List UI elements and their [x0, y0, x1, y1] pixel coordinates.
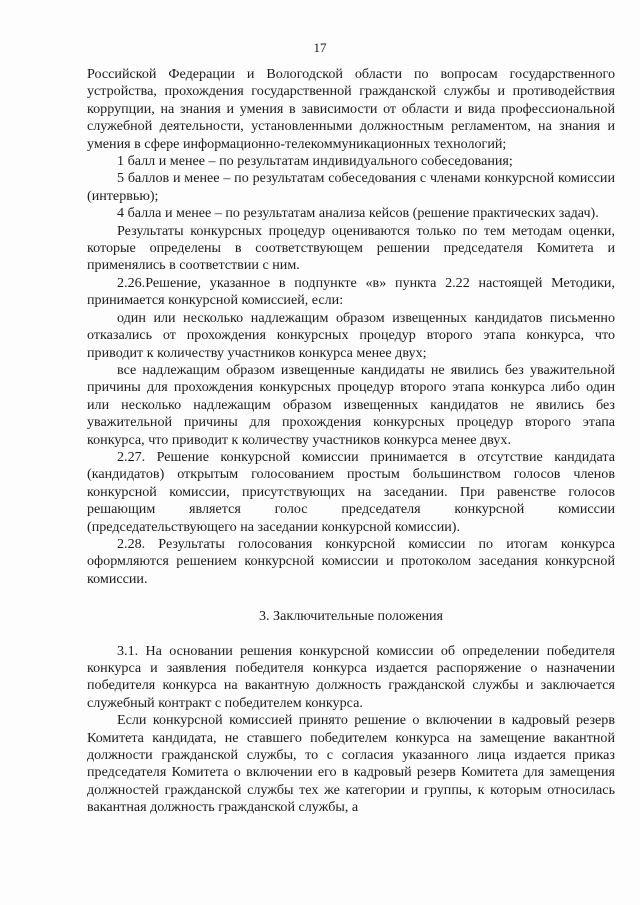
body-text — [87, 66, 615, 817]
paragraph: 3.1. На основании решения конкурсной комиссии об определении победителя конкурса и заявления победителя конкурса издается распоряжение о назначении победителя конкурса на вакантную должность гражданской службы и заключается служебный контракт с победителем конкурса. — [87, 642, 615, 711]
paragraph: Результаты конкурсных процедур оцениваются только по тем методам оценки, которые определены в соответствующем решении председателя Комитета и применялись в соответствии с ним. — [87, 222, 615, 274]
paragraph: 5 баллов и менее – по результатам собеседования с членами конкурсной комиссии (интервью); — [87, 170, 615, 204]
paragraph: 2.26.Решение, указанное в подпункте «в» пункта 2.22 настоящей Методики, принимается конкурсной комиссией, если: — [87, 274, 615, 309]
paragraph: 4 балла и менее – по результатам анализа кейсов (решение практических задач). — [117, 205, 599, 222]
section-heading: 3. Заключительные положения — [258, 608, 444, 625]
paragraph: все надлежащим образом извещенные кандидаты не явились без уважительной причины для прохождения конкурсных процедур второго этапа конкурса либо один или несколько надлежащим образом извещенных кандидатов не явились без уважительной причины для прохождения конкурсных процедур второго этапа конкурса, что приводит к количеству участников конкурса менее двух. — [87, 361, 615, 448]
paragraph: один или несколько надлежащим образом извещенных кандидатов письменно отказались от прохождения конкурсных процедур второго этапа конкурса, что приводит к количеству участников конкурса менее двух; — [87, 309, 615, 361]
paragraph: Если конкурсной комиссией принято решение о включении в кадровый резерв Комитета кандидата, не ставшего победителем конкурса на замещение вакантной должности гражданской службы, то с согласия указанного лица издается приказ председателя Комитета о включении его в кадровый резерв Комитета для замещения должностей гражданской службы тех же категории и группы, к которым относилась вакантная должность гражданской службы, а — [87, 712, 615, 816]
paragraph: 1 балл и менее – по результатам индивидуального собеседования; — [117, 153, 513, 170]
paragraph: Российской Федерации и Вологодской области по вопросам государственного устройства, прохождения государственной гражданской службы и противодействия коррупции, на знания и умения в зависимости от области и вида профессиональной служебной деятельности, установленными должностным регламентом, на знания и умения в сфере информационно-телекоммуникационных технологий; — [87, 66, 615, 152]
paragraph: 2.27. Решение конкурсной комиссии принимается в отсутствие кандидата (кандидатов) открытым голосованием простым большинством голосов членов конкурсной комиссии, присутствующих на заседании. При равенстве голосов решающим является голос председателя конкурсной комиссии (председательствующего на заседании конкурсной комиссии). — [87, 448, 615, 535]
paragraph: 2.28. Результаты голосования конкурсной комиссии по итогам конкурса оформляются решением конкурсной комиссии и протоколом заседания конкурсной комиссии. — [87, 535, 615, 587]
page-number: 17 — [313, 40, 327, 55]
